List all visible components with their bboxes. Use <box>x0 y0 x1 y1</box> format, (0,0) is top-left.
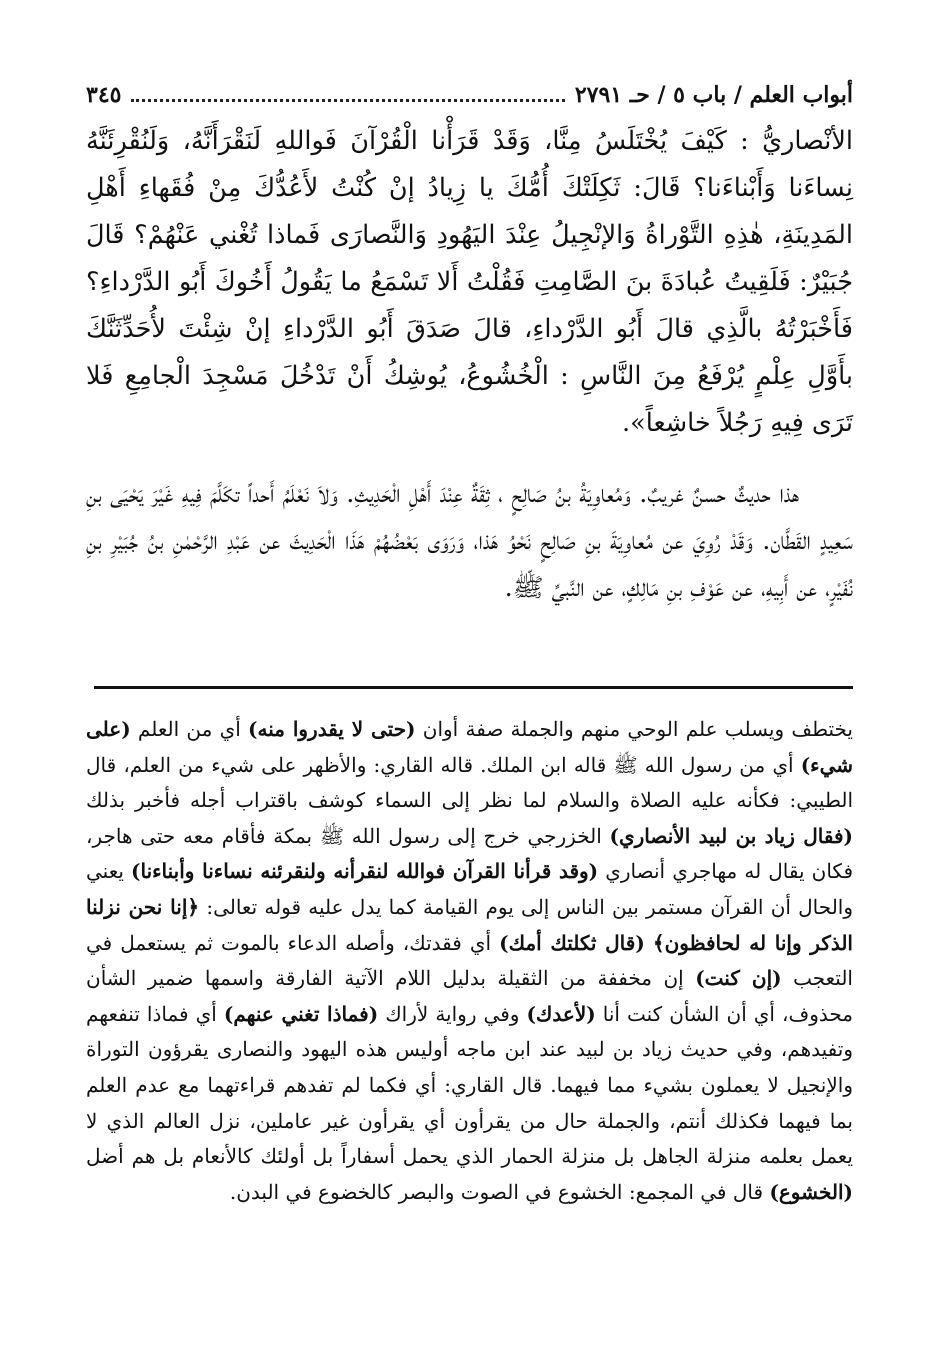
hadith-text-paragraph: الأنْصاريُّ : كَيْفَ يُخْتَلَسُ مِنَّا، وَقَدْ قَرَأْنا الْقُرْآنَ فَواللهِ لَنَقْرَأَنَّهُ، وَلَنُقْرِئَنَّهُ نِساءَنا وَأَبْناءَنا؟ قَالَ: ثَكِلَتْكَ أُمُّكَ يا زِيادُ إنْ كُنْتُ لأَعُدُّكَ مِنْ فُقَهاءِ أَهْلِ المَدِينَةِ، هٰذِهِ التَّوْراةُ وَالإنْجِيلُ عِنْدَ اليَهُودِ وَالنَّصارَى فَماذا تُغْني عَنْهُمْ؟ قَالَ جُبَيْرٌ: فَلَقِيتُ عُبادَةَ بنَ الصَّامِتِ فَقُلْتُ أَلا تَسْمَعُ ما يَقُولُ أَخُوكَ أَبُو الدَّرْداءِ؟ فَأَخْبَرْتُهُ بالَّذِي قالَ أَبُو الدَّرْداءِ، قالَ صَدَقَ أَبُو الدَّرْداءِ إنْ شِئْتَ لأُحَدِّثَنَّكَ بأَوَّلِ عِلْمٍ يُرْفَعُ مِنَ النَّاسِ : الْخُشُوعُ، يُوشِكُ أَنْ تَدْخُلَ مَسْجِدَ الْجامِعِ فَلا تَرَى فِيهِ رَجُلاً خاشِعاً». <box>86 126 853 438</box>
main-text <box>86 118 853 612</box>
footnote-text: الخزرجي خرج إلى رسول الله ﷺ بمكة فأقام معه حتى هاجر، فكان يقال له مهاجري أنصاري <box>86 823 854 884</box>
running-header <box>86 68 853 108</box>
footnote-text: يعني والحال أن القرآن مستمر بين الناس إلى يوم القيامة كما يدل عليه قوله تعالى: <box>86 859 853 919</box>
footnote-quote: (فقال زياد بن لبيد الأنصاري) <box>609 823 854 848</box>
footnote-text: أي من رسول الله ﷺ قاله ابن الملك. قاله القاري: والأظهر على شيء من العلم، قال الطيبي: فكأنه عليه الصلاة والسلام لما نظر إلى السماء كوشف باقتراب أجله فأخبر بذلك <box>86 752 853 813</box>
footnote-quote: (فماذا تغني عنهم) <box>223 1001 379 1026</box>
footnote-quote: (حتى لا يقدروا منه) <box>248 717 416 741</box>
header-dot-leader <box>131 99 564 102</box>
footnote-quran-verse: ﴿إنا نحن نزلنا الذكر وإنا له لحافظون﴾ <box>86 894 853 955</box>
footnote-quote: (الخشوع) <box>769 1179 853 1204</box>
page-number: ٣٤٥ <box>86 82 122 108</box>
footnote-quote: (إن كنت) <box>695 966 782 991</box>
footnote-text: أي من العلم <box>130 717 249 741</box>
footnote-text: وفي رواية لأراك <box>378 1001 527 1026</box>
footnote-text <box>645 931 653 955</box>
footnote-quote: (قال ثكلتك أمك) <box>499 930 645 955</box>
footnote-quote: (وقد قرأنا القرآن فوالله لنقرأنه ولنقرئنه نساءنا وأبناءنا) <box>131 859 599 884</box>
footnote-divider <box>94 686 853 689</box>
footnote-quote: (لأعدك) <box>526 1001 596 1026</box>
footnote-quote: (على شيء) <box>86 717 853 777</box>
footnote-text: يختطف ويسلب علم الوحي منهم والجملة صفة أوان <box>415 717 853 741</box>
footnotes <box>86 712 853 1210</box>
footnote-text: قال في المجمع: الخشوع في الصوت والبصر كالخضوع في البدن. <box>229 1179 770 1204</box>
footnote-text: أي فقدتك، وأصله الدعاء بالموت ثم يستعمل في التعجب <box>86 930 853 991</box>
footnote-paragraph <box>86 712 853 1210</box>
header-title: أبواب العلم / باب ٥ / حـ ٢٧٩١ <box>574 82 853 108</box>
footnote-text: أي فماذا تنفعهم وتفيدهم، وفي حديث زياد بن لبيد عند ابن ماجه أوليس هذه اليهود والنصارى يقرؤون التوراة والإنجيل لا يعملون بشيء مما فيهما. قال القاري: أي فكما لم تفدهم قراءتهما مع عدم العلم بما فيهما فكذلك أنتم، والجملة حال من يقرأون أي يقرأون غير عاملين، نزل العالم الذي لا يعمل بعلمه منزلة الجاهل بل منزلة الحمار الذي يحمل أسفاراً بل أولئك كالأنعام بل هم أضل <box>86 1001 853 1169</box>
commentary-paragraph: هذا حديثٌ حسنٌ غريبٌ. وَمُعاوِيَةُ بنُ صَالِحٍ ، ثِقَةٌ عِنْدَ أَهْلِ الْحَدِيثِ. وَلاَ نَعْلَمُ أَحداً تكَلَّمَ فِيهِ غَيْرَ يَحْيَى بنِ سَعِيدٍ القَطَّان. وَقَدْ رُوِيَ عن مُعاوِيَةَ بنِ صَالِحٍ نَحْوُ هَذا، وَرَوَى بَعْضُهُمْ هَذَا الْحَدِيثَ عن عَبْدِ الرَّحْمٰنِ بنُ جُبَيْرِ بنِ نُفَيْرٍ، عن أَبِيهِ، عن عَوْفِ بنِ مَالِكٍ، عن النَّبيِّ ﷺ. <box>86 479 853 603</box>
footnote-text: إن مخففة من الثقيلة بدليل اللام الآتية الفارقة واسمها ضمير الشأن محذوف، أي أن الشأن كنت أنا <box>86 966 853 1026</box>
